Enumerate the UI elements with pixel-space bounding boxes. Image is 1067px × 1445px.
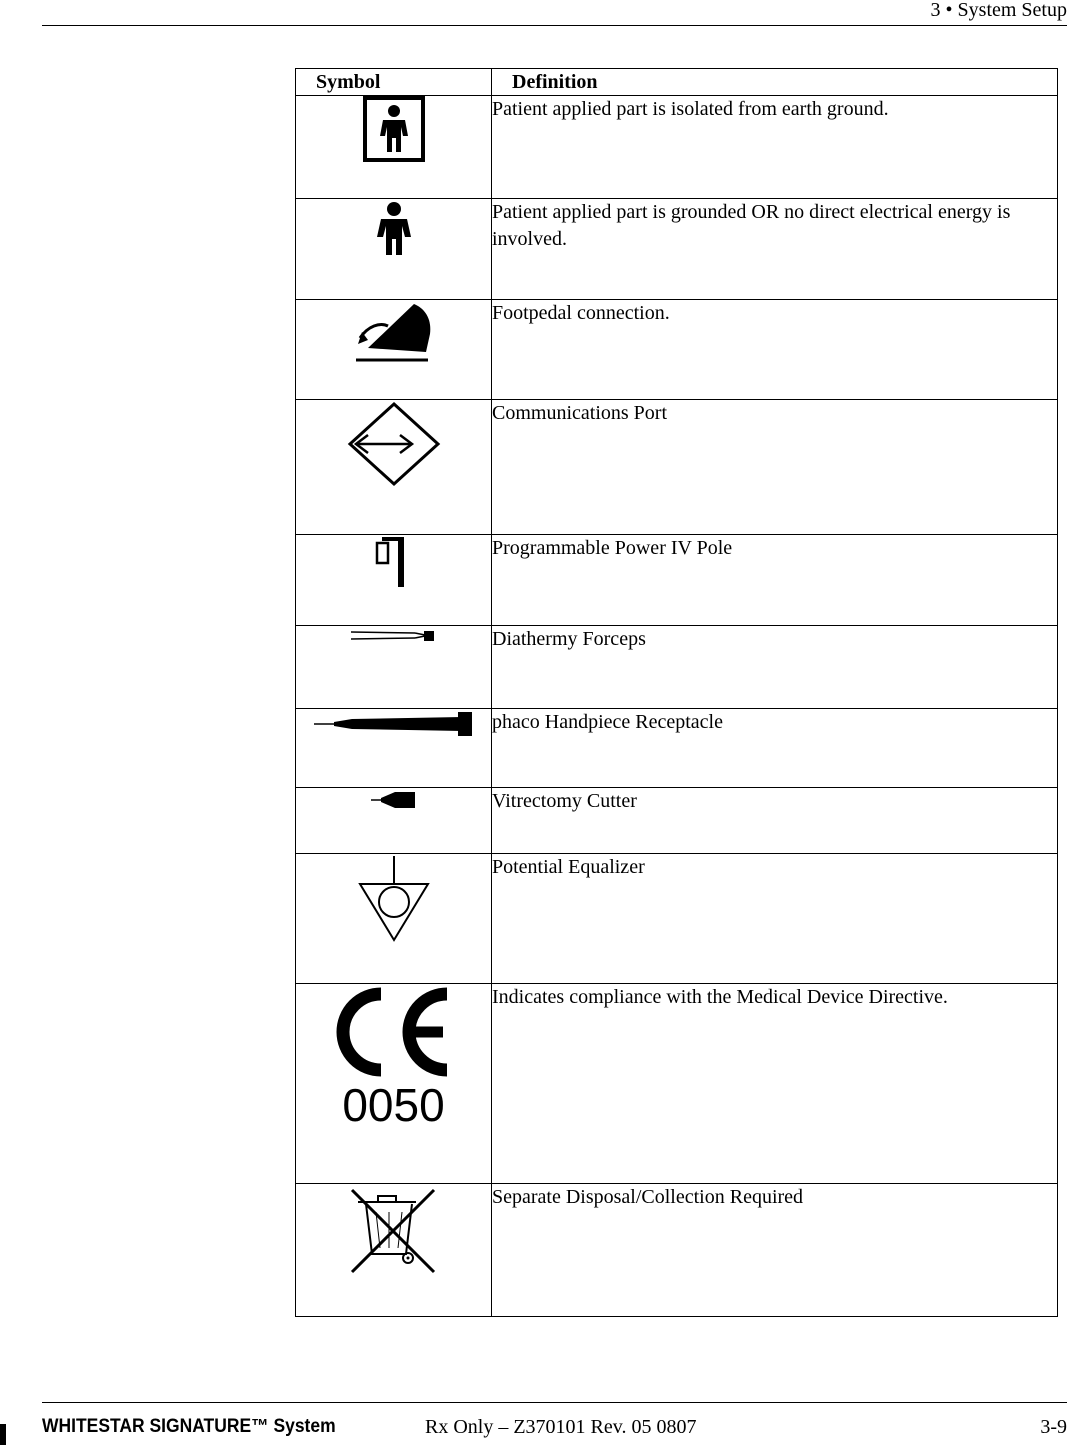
- table-row: [296, 1184, 1058, 1317]
- communications-port-icon: [344, 400, 444, 490]
- patient-isolated-icon: [363, 96, 425, 162]
- definition-text: Programmable Power IV Pole: [492, 535, 1058, 626]
- change-bar: [0, 1424, 6, 1445]
- page-header: [42, 0, 1067, 26]
- symbol-cell: [296, 709, 492, 788]
- symbol-cell: [296, 626, 492, 709]
- table-header-row: [296, 69, 1058, 96]
- definition-text: phaco Handpiece Receptacle: [492, 709, 1058, 788]
- definition-text: Patient applied part is grounded OR no direct electrical energy is involved.: [492, 199, 1058, 300]
- table-row: [296, 535, 1058, 626]
- definition-text: Potential Equalizer: [492, 854, 1058, 984]
- vitrectomy-cutter-icon: [369, 788, 419, 812]
- definition-text: Indicates compliance with the Medical Device Directive.: [492, 984, 1058, 1184]
- page-footer: [42, 1402, 1067, 1438]
- definition-text: Communications Port: [492, 400, 1058, 535]
- symbol-cell: [296, 1184, 492, 1317]
- revision-text: Rx Only – Z370101 Rev. 05 0807: [425, 1416, 697, 1438]
- notified-body-number: 0050: [342, 1079, 445, 1131]
- table-row: [296, 400, 1058, 535]
- symbol-cell: [296, 400, 492, 535]
- phaco-handpiece-icon: [312, 709, 476, 739]
- definition-text: Diathermy Forceps: [492, 626, 1058, 709]
- iv-pole-icon: [372, 535, 416, 589]
- section-title: 3 • System Setup: [930, 0, 1067, 21]
- patient-grounded-icon: [369, 199, 419, 261]
- symbol-table: [295, 68, 1058, 1317]
- symbol-cell: [296, 96, 492, 199]
- table-row: [296, 709, 1058, 788]
- table-row: [296, 788, 1058, 854]
- table-row: [296, 199, 1058, 300]
- table-row: [296, 854, 1058, 984]
- definition-text: Patient applied part is isolated from earth ground.: [492, 96, 1058, 199]
- ce-mark-icon: [329, 984, 459, 1080]
- symbol-cell: [296, 984, 492, 1184]
- page-number: 3-9: [1040, 1416, 1067, 1438]
- symbol-cell: [296, 854, 492, 984]
- column-header-symbol: Symbol: [296, 69, 492, 96]
- table-row: [296, 96, 1058, 199]
- column-header-definition: Definition: [492, 69, 1058, 96]
- symbol-cell: [296, 788, 492, 854]
- footpedal-icon: [354, 300, 434, 364]
- table-row: [296, 984, 1058, 1184]
- definition-text: Separate Disposal/Collection Required: [492, 1184, 1058, 1317]
- symbol-cell: [296, 535, 492, 626]
- symbol-cell: [296, 300, 492, 400]
- diathermy-forceps-icon: [349, 626, 439, 646]
- table-row: [296, 300, 1058, 400]
- crossed-bin-icon: [346, 1184, 442, 1276]
- definition-text: Vitrectomy Cutter: [492, 788, 1058, 854]
- product-name: WHITESTAR SIGNATURE™ System: [42, 1416, 336, 1437]
- definition-text: Footpedal connection.: [492, 300, 1058, 400]
- table-row: [296, 626, 1058, 709]
- symbol-cell: [296, 199, 492, 300]
- potential-equalizer-icon: [354, 854, 434, 946]
